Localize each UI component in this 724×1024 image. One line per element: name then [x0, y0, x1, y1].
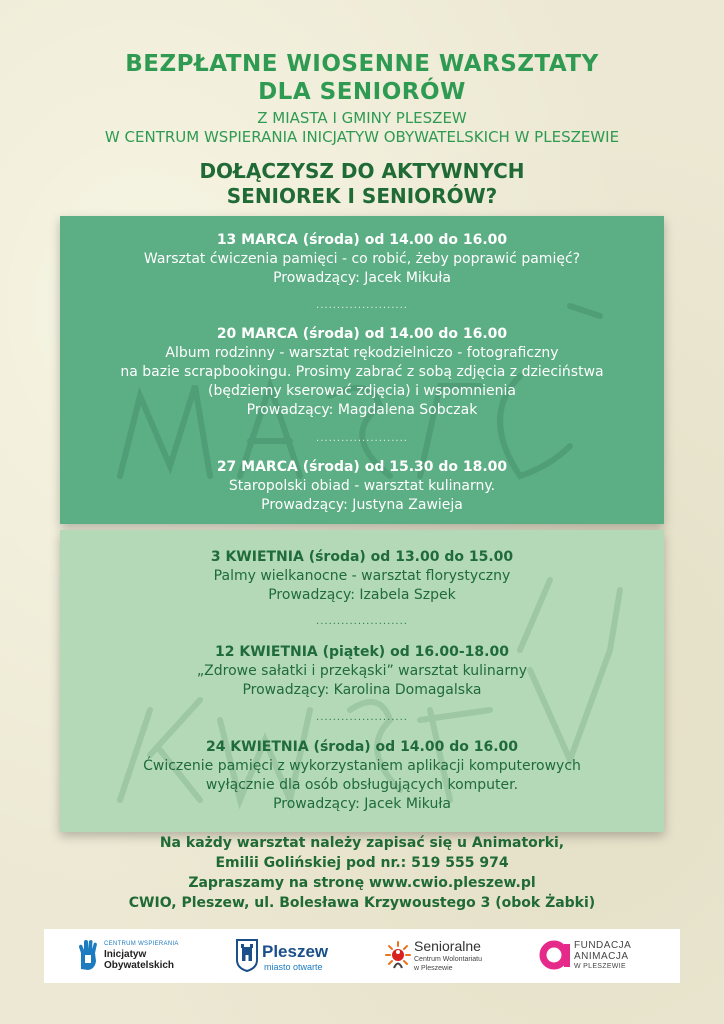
fundacja-animacja-logo	[538, 935, 668, 977]
event-description: Staropolski obiad - warsztat kulinarny.	[228, 478, 496, 494]
hand-icon	[76, 939, 100, 971]
event-heading: 12 KWIETNIA (piątek) od 16.00-18.00	[215, 644, 509, 660]
event-heading: 13 MARCA (środa) od 14.00 do 16.00	[216, 232, 508, 248]
event-march-20	[60, 325, 664, 420]
event-april-3	[60, 548, 664, 605]
separator-dots: ......................	[316, 712, 408, 723]
separator-dots: ......................	[316, 433, 408, 444]
question-line1: DOŁĄCZYSZ DO AKTYWNYCH	[199, 159, 525, 183]
address-line: CWIO, Pleszew, ul. Bolesława Krzywoustego 3 (obok Żabki)	[128, 895, 596, 911]
poster-title-line2: DLA SENIORÓW	[258, 79, 466, 105]
event-description: (będziemy kserować zdjęcia) i wspomnienia	[208, 383, 516, 399]
cwio-logo	[76, 935, 206, 977]
event-april-12	[60, 643, 664, 700]
signup-info-line1: Na każdy warsztat należy zapisać się u Animatorki,	[159, 835, 565, 851]
cwio-line1: Inicjatyw	[104, 949, 147, 960]
sun-person-icon	[384, 941, 412, 971]
event-host: Prowadzący: Justyna Zawieja	[261, 497, 463, 513]
event-heading: 27 MARCA (środa) od 15.30 do 18.00	[216, 459, 508, 475]
event-host: Prowadzący: Magdalena Sobczak	[246, 402, 478, 418]
subtitle-line2: W CENTRUM WSPIERANIA INICJATYW OBYWATELSKICH W PLESZEWIE	[104, 128, 620, 146]
subtitle-line1: Z MIASTA I GMINY PLESZEW	[257, 109, 467, 127]
event-heading: 20 MARCA (środa) od 14.00 do 16.00	[216, 326, 508, 342]
event-heading: 24 KWIETNIA (środa) od 14.00 do 16.00	[205, 739, 519, 755]
fundacja-line3: W PLESZEWIE	[574, 963, 626, 970]
fundacja-line1: FUNDACJA	[574, 940, 632, 951]
question-line2: SENIOREK I SENIORÓW?	[226, 184, 498, 208]
fundacja-line2: ANIMACJA	[574, 951, 629, 962]
pleszew-name: Pleszew	[262, 942, 329, 961]
senioralne-name: Senioralne	[414, 938, 481, 954]
fundacja-a-icon	[538, 938, 572, 972]
senioralne-logo	[384, 935, 514, 977]
pleszew-logo	[236, 935, 346, 977]
event-description: Palmy wielkanocne - warsztat florystyczny	[213, 568, 511, 584]
event-description: „Zdrowe sałatki i przekąski” warsztat kulinarny	[196, 663, 528, 679]
partner-logos-bar	[44, 929, 680, 983]
separator-dots: ......................	[316, 616, 408, 627]
event-april-24	[60, 738, 664, 814]
cwio-small-label: CENTRUM WSPIERANIA	[104, 941, 179, 947]
signup-info-line2: Emilii Golińskiej pod nr.: 519 555 974	[215, 855, 509, 871]
event-description: Ćwiczenie pamięci z wykorzystaniem aplikacji komputerowych	[143, 758, 581, 774]
event-description: Album rodzinny - warsztat rękodzielniczo - fotograficzny	[165, 345, 559, 361]
city-crest-icon	[236, 938, 258, 972]
event-heading: 3 KWIETNIA (środa) od 13.00 do 15.00	[210, 549, 514, 565]
event-march-13	[60, 231, 664, 288]
pleszew-tagline: miasto otwarte	[264, 962, 323, 972]
website-invite: Zapraszamy na stronę www.cwio.pleszew.pl	[188, 875, 536, 891]
poster-title-line1: BEZPŁATNE WIOSENNE WARSZTATY	[125, 51, 599, 77]
event-march-27	[60, 458, 664, 515]
event-host: Prowadzący: Karolina Domagalska	[242, 682, 482, 698]
event-host: Prowadzący: Jacek Mikuła	[273, 270, 451, 286]
senioralne-line2: w Pleszewie	[414, 965, 453, 972]
event-description: na bazie scrapbookingu. Prosimy zabrać z sobą zdjęcia z dzieciństwa	[120, 364, 604, 380]
senioralne-line1: Centrum Wolontariatu	[414, 956, 482, 963]
event-host: Prowadzący: Izabela Szpek	[268, 587, 456, 603]
cwio-line2: Obywatelskich	[104, 960, 175, 971]
event-host: Prowadzący: Jacek Mikuła	[273, 796, 451, 812]
event-description: wyłącznie dla osób obsługujących komputer.	[205, 777, 519, 793]
separator-dots: ......................	[316, 300, 408, 311]
event-description: Warsztat ćwiczenia pamięci - co robić, żeby poprawić pamięć?	[143, 251, 581, 267]
